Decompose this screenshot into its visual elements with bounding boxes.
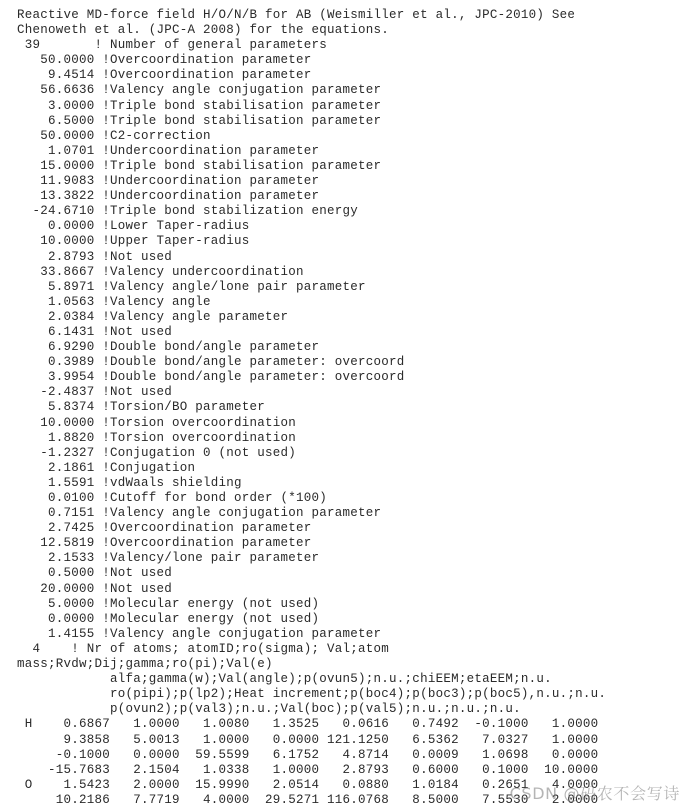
- document-line: 10.2186 7.7719 4.0000 29.5271 116.0768 8.5000 7.5530 2.0000: [17, 792, 599, 807]
- document-line: 1.0701 !Undercoordination parameter: [17, 143, 320, 158]
- document-line: Reactive MD-force field H/O/N/B for AB (Weismiller et al., JPC-2010) See: [17, 8, 576, 22]
- document-line: 56.6636 !Valency angle conjugation parameter: [17, 83, 382, 98]
- document-line: 10.0000 !Upper Taper-radius: [17, 234, 250, 249]
- document-line: 6.1431 !Not used: [17, 324, 173, 339]
- document-line: 13.3822 !Undercoordination parameter: [17, 189, 320, 204]
- document-line: 6.5000 !Triple bond stabilisation parameter: [17, 113, 382, 128]
- csdn-watermark: CSDN @码农不会写诗: [509, 784, 680, 803]
- document-line: 1.5591 !vdWaals shielding: [17, 475, 242, 490]
- document-line: 15.0000 !Triple bond stabilisation parameter: [17, 158, 382, 173]
- document-line: 1.8820 !Torsion overcoordination: [17, 430, 297, 445]
- document-line: 2.0384 !Valency angle parameter: [17, 309, 289, 324]
- document-line: 2.8793 !Not used: [17, 249, 173, 264]
- document-line: -15.7683 2.1504 1.0338 1.0000 2.8793 0.6000 0.1000 10.0000: [17, 762, 599, 777]
- document-line: 4 ! Nr of atoms; atomID;ro(sigma); Val;atom: [17, 641, 390, 656]
- document-line: 39 ! Number of general parameters: [17, 38, 328, 53]
- document-line: 3.0000 !Triple bond stabilisation parameter: [17, 98, 382, 113]
- document-line: 50.0000 !Overcoordination parameter: [17, 53, 312, 68]
- document-line: 0.0100 !Cutoff for bond order (*100): [17, 491, 328, 505]
- document-line: 33.8667 !Valency undercoordination: [17, 264, 304, 279]
- document-line: mass;Rvdw;Dij;gamma;ro(pi);Val(e): [17, 657, 273, 672]
- document-line: 10.0000 !Torsion overcoordination: [17, 415, 297, 430]
- document-line: 2.7425 !Overcoordination parameter: [17, 521, 312, 536]
- document-line: alfa;gamma(w);Val(angle);p(ovun5);n.u.;chiEEM;etaEEM;n.u.: [17, 672, 552, 687]
- document-line: -0.1000 0.0000 59.5599 6.1752 4.8714 0.0009 1.0698 0.0000: [17, 747, 599, 762]
- document-line: 3.9954 !Double bond/angle parameter: overcoord: [17, 370, 405, 385]
- document-line: 0.7151 !Valency angle conjugation parameter: [17, 506, 382, 521]
- document-line: 5.0000 !Molecular energy (not used): [17, 596, 320, 611]
- document-line: Chenoweth et al. (JPC-A 2008) for the equations.: [17, 23, 390, 38]
- document-line: 5.8374 !Torsion/BO parameter: [17, 400, 266, 415]
- document-line: ro(pipi);p(lp2);Heat increment;p(boc4);p(boc3);p(boc5),n.u.;n.u.: [17, 687, 607, 702]
- document-line: 9.3858 5.0013 1.0000 0.0000 121.1250 6.5362 7.0327 1.0000: [17, 732, 599, 747]
- document-line: 2.1861 !Conjugation: [17, 460, 196, 475]
- document-line: 2.1533 !Valency/lone pair parameter: [17, 551, 320, 566]
- document-line: 20.0000 !Not used: [17, 581, 173, 596]
- document-line: 50.0000 !C2-correction: [17, 128, 211, 143]
- document-line: 1.4155 !Valency angle conjugation parameter: [17, 626, 382, 641]
- document-line: 5.8971 !Valency angle/lone pair parameter: [17, 279, 366, 294]
- document-line: 0.3989 !Double bond/angle parameter: overcoord: [17, 355, 405, 370]
- document-line: H 0.6867 1.0000 1.0080 1.3525 0.0616 0.7492 -0.1000 1.0000: [17, 717, 599, 732]
- document-line: -24.6710 !Triple bond stabilization energy: [17, 204, 359, 219]
- document-line: 12.5819 !Overcoordination parameter: [17, 536, 312, 551]
- document-line: 0.0000 !Molecular energy (not used): [17, 611, 320, 626]
- document-line: 6.9290 !Double bond/angle parameter: [17, 340, 320, 355]
- document-line: p(ovun2);p(val3);n.u.;Val(boc);p(val5);n.u.;n.u.;n.u.: [17, 702, 521, 717]
- document-line: -1.2327 !Conjugation 0 (not used): [17, 445, 297, 460]
- document-line: 11.9083 !Undercoordination parameter: [17, 174, 320, 189]
- document-line: -2.4837 !Not used: [17, 385, 173, 400]
- document-line: 0.0000 !Lower Taper-radius: [17, 219, 250, 234]
- document-line: O 1.5423 2.0000 15.9990 2.0514 0.0880 1.0184 0.2651 4.0000: [17, 777, 599, 792]
- document-line: 1.0563 !Valency angle: [17, 294, 211, 309]
- document-line: 0.5000 !Not used: [17, 566, 173, 581]
- document-line: 9.4514 !Overcoordination parameter: [17, 68, 312, 83]
